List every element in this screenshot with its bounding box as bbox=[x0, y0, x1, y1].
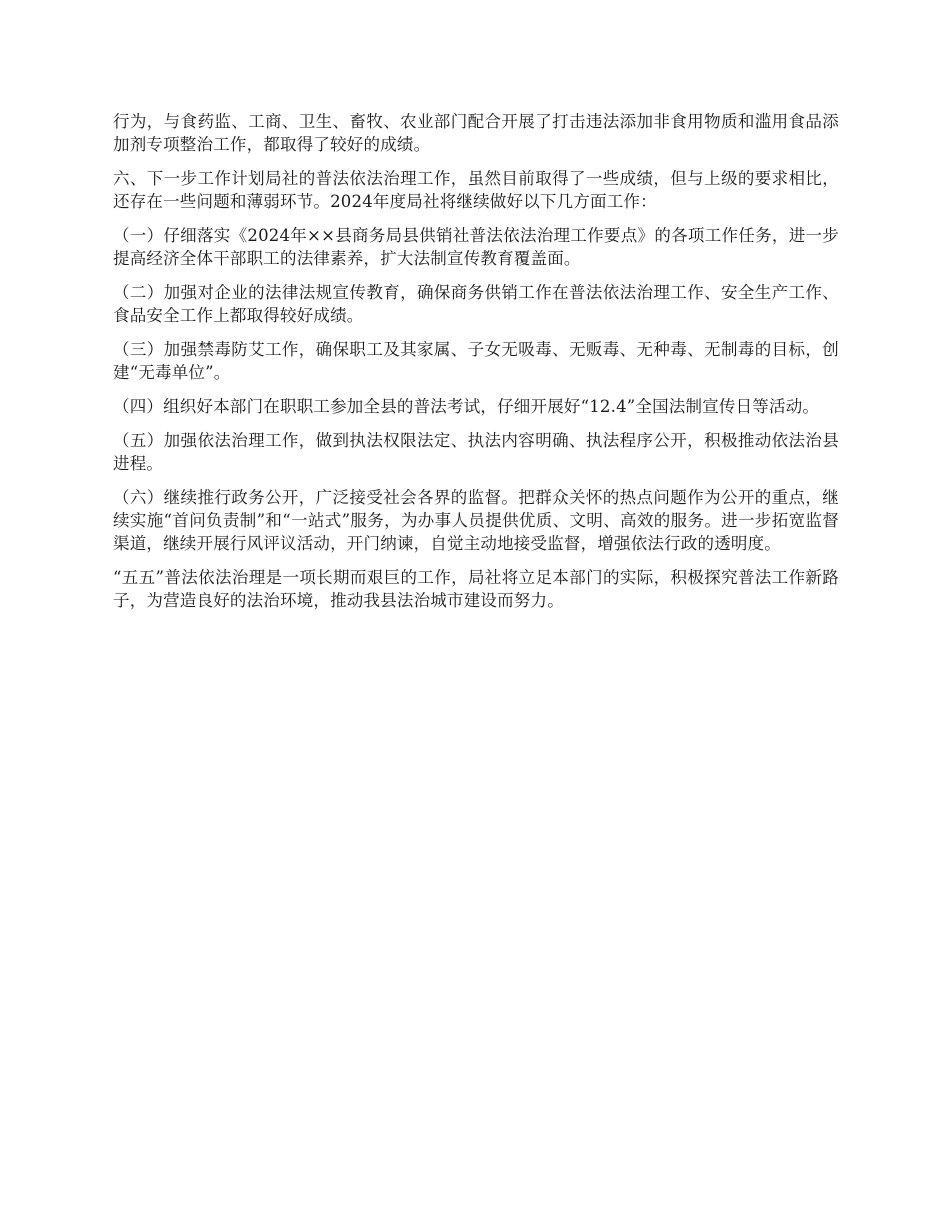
paragraph-item-3: （三）加强禁毒防艾工作，确保职工及其家属、子女无吸毒、无贩毒、无种毒、无制毒的目标，创建“无毒单位”。 bbox=[113, 340, 839, 382]
paragraph-item-4: （四）组织好本部门在职职工参加全县的普法考试，仔细开展好“12.4”全国法制宣传日等活动。 bbox=[113, 397, 820, 416]
paragraph-continuation: 行为，与食药监、工商、卫生、畜牧、农业部门配合开展了打击违法添加非食用物质和滥用食品添加剂专项整治工作，都取得了较好的成绩。 bbox=[113, 112, 839, 154]
paragraph-item-1: （一）仔细落实《2024年××县商务局县供销社普法依法治理工作要点》的各项工作任务，进一步提高经济全体干部职工的法律素养，扩大法制宣传教育覆盖面。 bbox=[113, 226, 839, 268]
paragraph-next-plan: 六、下一步工作计划局社的普法依法治理工作，虽然目前取得了一些成绩，但与上级的要求相比，还存在一些问题和薄弱环节。2024年度局社将继续做好以下几方面工作： bbox=[113, 169, 839, 211]
paragraph-item-2: （二）加强对企业的法律法规宣传教育，确保商务供销工作在普法依法治理工作、安全生产工作、食品安全工作上都取得较好成绩。 bbox=[113, 283, 839, 325]
document-body bbox=[113, 110, 839, 623]
paragraph-conclusion: “五五”普法依法治理是一项长期而艰巨的工作，局社将立足本部门的实际，积极探究普法工作新路子，为营造良好的法治环境，推动我县法治城市建设而努力。 bbox=[113, 568, 839, 610]
paragraph-item-5: （五）加强依法治理工作，做到执法权限法定、执法内容明确、执法程序公开，积极推动依法治县进程。 bbox=[113, 431, 839, 473]
paragraph-item-6: （六）继续推行政务公开，广泛接受社会各界的监督。把群众关怀的热点问题作为公开的重点，继续实施“首问负责制”和“一站式”服务，为办事人员提供优质、文明、高效的服务。进一步拓宽监督渠道，继续开展行风评议活动，开门纳谏，自觉主动地接受监督，增强依法行政的透明度。 bbox=[113, 488, 839, 553]
